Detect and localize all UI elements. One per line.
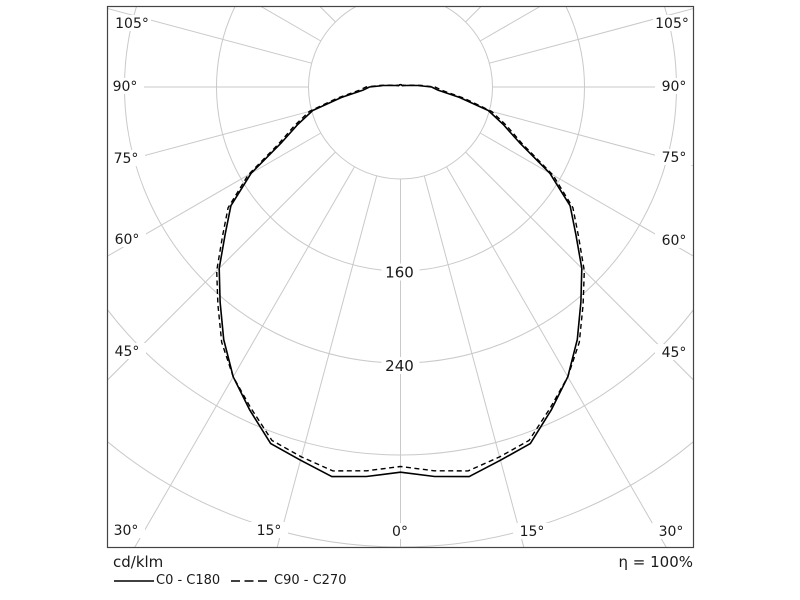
grid-ring-80 [309,0,493,179]
grid-radial-300deg [0,133,321,537]
grid-radial-30deg [447,167,800,600]
efficiency-label: η = 100% [618,553,693,571]
legend-dashed-line-sample [230,577,272,585]
angle-label: 90° [112,79,138,95]
angle-label: 105° [115,16,149,32]
angle-label: 15° [256,523,282,539]
angle-label: 60° [114,232,140,248]
grid-radial-105deg [489,0,800,63]
legend-solid-line-sample [113,578,155,584]
axis-labels [106,15,693,540]
angle-label: 105° [655,16,689,32]
grid-radial-60deg [480,133,800,537]
legend-label-c90-c270: C90 - C270 [274,573,347,588]
angle-label: 45° [661,345,687,361]
legend-label-c0-c180: C0 - C180 [156,573,221,588]
angle-label: 75° [113,151,139,167]
angle-label: 60° [661,233,687,249]
angle-label: 75° [661,150,687,166]
grid-radial-255deg [0,0,312,63]
angle-label: 30° [658,524,684,540]
angle-label: 0° [392,524,408,540]
angle-label: 15° [519,524,545,540]
ring-label-160: 160 [385,263,414,282]
angle-label: 45° [114,344,140,360]
unit-label: cd/klm [113,553,164,571]
angle-label: 30° [113,523,139,539]
grid-radial-225deg [0,0,335,22]
grid-radial-330deg [0,167,355,600]
ring-label-240: 240 [385,357,414,375]
angle-label: 90° [661,79,687,95]
grid-radial-135deg [466,0,800,22]
